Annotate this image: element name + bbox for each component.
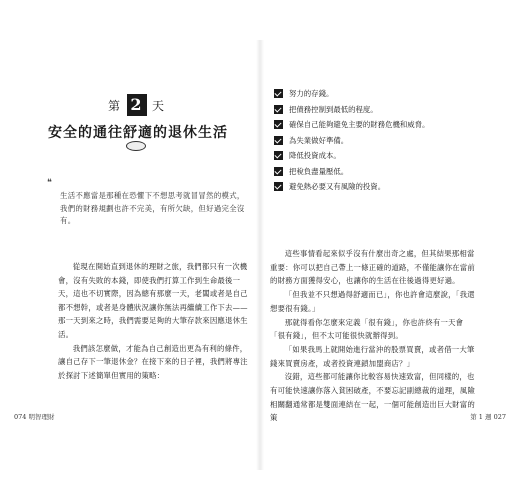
right-running-chapter: 第 1 週: [470, 413, 492, 421]
paragraph: 沒錯，這些都可能讓你比較容易快速致富，但同樣的，也有可能快速讓你落入貧困破產，不要忘記副總裁的道理，風險相關翻通常都是雙面連結在一起，一個可能創造出巨大財富的策: [270, 372, 475, 423]
day-prefix: 第: [107, 98, 122, 113]
left-body-text: [58, 260, 250, 382]
paragraph: 「如果我馬上就開始進行當沖的股票買賣，或者借一大筆錢來買賣房產，或者投資連鎖加盟商店？」: [270, 344, 475, 368]
list-item: 把債務控制到最低的程度。: [274, 102, 494, 118]
day-number: 2: [127, 94, 147, 116]
checkbox-icon: [274, 89, 283, 98]
checkbox-icon: [274, 167, 283, 176]
list-item: 努力的存錢。: [274, 86, 494, 102]
checkbox-icon: [274, 105, 283, 114]
list-item: 確保自己能夠避免主要的財務危機和威脅。: [274, 117, 494, 133]
right-body-text: [270, 247, 478, 425]
right-page: [260, 0, 520, 500]
epigraph-quote: 生活不應當是那種在恐懼下不想思考就冒冒然的模式，我們的財務規劃也許不完美，有所欠缺，但好過完全沒有。: [60, 191, 245, 225]
list-item: 為失業做好準備。: [274, 133, 494, 149]
right-page-number: 027: [493, 413, 506, 421]
checkbox-icon: [274, 136, 283, 145]
list-item: 把稅負盡量壓低。: [274, 164, 494, 180]
paragraph: 我們該怎麼做，才能為自己創造出更為有利的條件，讓自己存下一筆退休金？在接下來的日子裡，我們將專注於探討下述簡單但實用的策略：: [58, 343, 248, 380]
checkbox-icon: [274, 182, 283, 191]
list-item: 降低投資成本。: [274, 148, 494, 164]
checkbox-icon: [274, 120, 283, 129]
left-running-title: 明智理財: [28, 413, 55, 421]
left-folio: [14, 412, 55, 421]
paragraph: 這些事情看起來似乎沒有什麼出奇之處，但其結果那相當重要：你可以把自己帶上一條正確的道路，不僅能讓你在當前的財務方面獲得安心，也讓你的生活在往後過得更好過。: [270, 249, 475, 286]
chapter-title: 安全的通往舒適的退休生活: [48, 125, 228, 141]
strategy-checklist: [274, 86, 494, 195]
right-folio: [470, 412, 506, 421]
paragraph: 從現在開始直到退休的理財之旅，我們都只有一次機會，沒有失敗的本錢，即使我們打算工作到生命最後一天，這也不切實際，因為總有那麼一天，老闆或者是自己都不想幹，或者是身體狀況讓你無法再繼續工作下去——那一天到來之時，我們需要足夠的大筆存款來因應退休生活。: [58, 262, 248, 339]
paragraph: 那就得看你怎麼來定義「很有錢」，你也許終有一天會「很有錢」，但不太可能很快就辦得到。: [270, 317, 464, 341]
left-page-number: 074: [14, 413, 27, 421]
paragraph: 「但我並不只想過得舒適而已」，你也許會這麼說，「我還想要很有錢。」: [270, 290, 475, 313]
coin-ornament-icon: [126, 141, 146, 151]
day-badge: [98, 92, 176, 118]
quote-mark-icon: ❝: [47, 178, 52, 188]
list-item: 避免熱必要又有風險的投資。: [274, 179, 494, 195]
checkbox-icon: [274, 151, 283, 160]
day-suffix: 天: [152, 98, 167, 113]
